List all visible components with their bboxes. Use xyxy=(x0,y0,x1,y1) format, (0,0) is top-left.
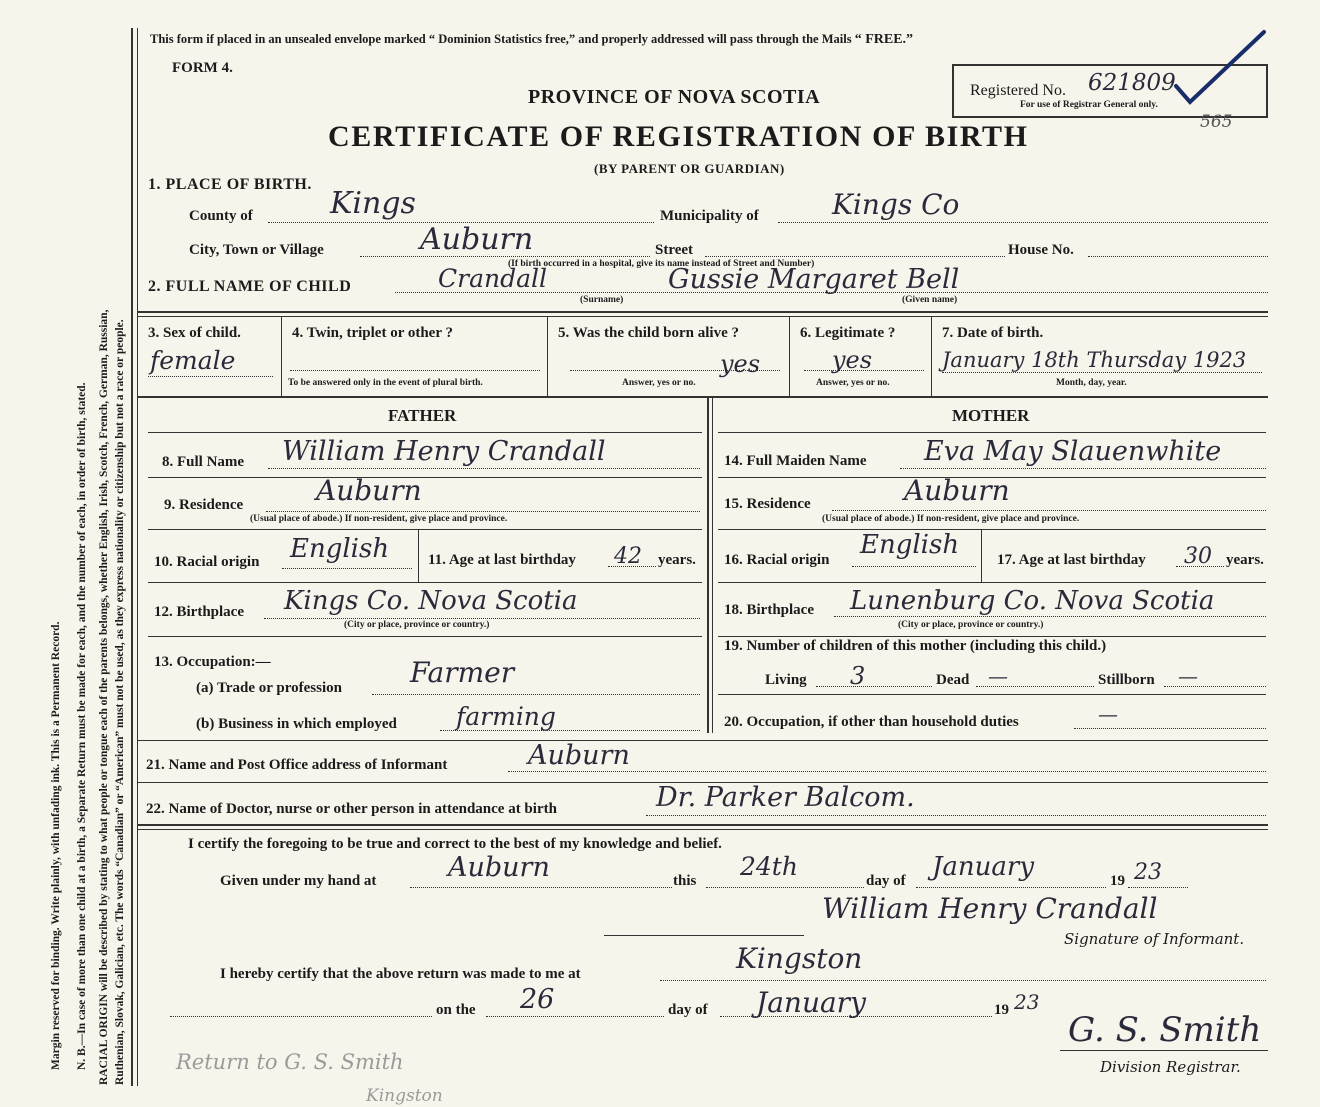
margin-note-1: Margin reserved for binding. Write plainly, with unfading ink. This is a Permanent Record. xyxy=(50,621,62,1070)
registrar-signature-rule xyxy=(1060,1050,1268,1051)
alive-label: 5. Was the child born alive ? xyxy=(558,325,739,341)
informant-label: 21. Name and Post Office address of Informant xyxy=(146,757,448,773)
registrar-place-line xyxy=(660,980,1266,981)
mother-birthplace-value: Lunenburg Co. Nova Scotia xyxy=(850,586,1215,616)
county-label: County of xyxy=(189,208,253,224)
section-rule-thin xyxy=(138,316,1268,317)
mother-residence-note: (Usual place of abode.) If non-resident, give place and province. xyxy=(822,514,1080,524)
margin-note-2: N. B.—In case of more than one child at a birth, a Separate Return must be made for each, and the number of each, in order of birth, stated. xyxy=(76,382,88,1070)
cell-divider xyxy=(281,316,282,396)
cell-divider xyxy=(981,529,982,582)
father-residence-line xyxy=(266,511,700,512)
registrar-statement: I hereby certify that the above return was made to me at xyxy=(220,966,581,982)
year-prefix: 19 xyxy=(1110,873,1125,889)
surname-caption: (Surname) xyxy=(580,295,624,305)
mother-birthplace-label: 18. Birthplace xyxy=(724,602,814,618)
mother-occupation-value: — xyxy=(1098,702,1118,726)
mother-occupation-line xyxy=(1074,728,1266,729)
mother-heading: MOTHER xyxy=(952,406,1030,425)
signature-rule xyxy=(604,935,804,936)
municipality-label: Municipality of xyxy=(660,208,759,224)
row-rule xyxy=(718,582,1266,583)
mother-racial-label: 16. Racial origin xyxy=(724,552,830,568)
given-place-line xyxy=(410,887,672,888)
street-label: Street xyxy=(655,242,694,258)
business-label: (b) Business in which employed xyxy=(196,716,397,732)
mother-residence-line xyxy=(832,510,1266,511)
father-racial-label: 10. Racial origin xyxy=(154,554,260,570)
mailing-notice: This form if placed in an unsealed envelope marked “ Dominion Statistics free,” and properly addressed will pass through the Mails “ FREE.” xyxy=(150,32,914,47)
children-count-label: 19. Number of children of this mother (including this child.) xyxy=(724,638,1107,654)
given-under-label: Given under my hand at xyxy=(220,873,377,889)
father-name-value: William Henry Crandall xyxy=(282,436,606,467)
mother-name-value: Eva May Slauenwhite xyxy=(924,436,1222,467)
row-rule xyxy=(718,432,1266,433)
form-number: FORM 4. xyxy=(172,60,233,76)
father-racial-value: English xyxy=(290,534,390,564)
day-of-label: day of xyxy=(866,873,906,889)
dob-label: 7. Date of birth. xyxy=(942,325,1044,341)
day-of-value: January xyxy=(932,852,1035,882)
mother-name-line xyxy=(900,468,1266,469)
registrar-use-note: For use of Registrar General only. xyxy=(1020,100,1158,110)
cell-divider xyxy=(418,529,419,582)
municipality-line xyxy=(778,222,1268,223)
father-racial-line xyxy=(282,568,412,569)
day-of-2-label: day of xyxy=(668,1002,708,1018)
certify-statement: I certify the foregoing to be true and correct to the best of my knowledge and belief. xyxy=(188,836,722,852)
on-the-value: 26 xyxy=(520,984,555,1015)
alive-note: Answer, yes or no. xyxy=(622,378,696,388)
sex-label: 3. Sex of child. xyxy=(148,325,241,341)
twin-label: 4. Twin, triplet or other ? xyxy=(292,325,453,341)
alive-value: yes xyxy=(720,350,761,378)
city-label: City, Town or Village xyxy=(189,242,324,258)
row-rule xyxy=(718,636,1266,637)
living-label: Living xyxy=(765,672,807,688)
mother-racial-line xyxy=(852,566,976,567)
father-birthplace-label: 12. Birthplace xyxy=(154,604,244,620)
mother-racial-value: English xyxy=(860,530,960,560)
father-name-line xyxy=(268,468,700,469)
column-divider-thin xyxy=(712,398,713,733)
father-age-value: 42 xyxy=(614,544,642,569)
dob-line xyxy=(942,372,1262,373)
certificate-title: CERTIFICATE OF REGISTRATION OF BIRTH xyxy=(328,120,1029,153)
twin-line xyxy=(290,370,540,371)
mother-residence-label: 15. Residence xyxy=(724,496,811,512)
row-rule xyxy=(148,477,702,478)
house-label: House No. xyxy=(1008,242,1074,258)
city-value: Auburn xyxy=(420,222,534,257)
section-rule xyxy=(138,824,1268,826)
section-rule xyxy=(138,396,1268,398)
father-heading: FATHER xyxy=(388,406,457,425)
margin-rule-inner xyxy=(137,28,138,1086)
row-rule xyxy=(718,529,1266,530)
hospital-note: (If birth occurred in a hospital, give its name instead of Street and Number) xyxy=(508,259,815,269)
stillborn-label: Stillborn xyxy=(1098,672,1155,688)
mother-age-unit: years. xyxy=(1226,552,1264,568)
section-rule-thin xyxy=(138,829,1268,830)
living-line xyxy=(816,686,932,687)
sex-line xyxy=(148,376,273,377)
place-of-birth-heading: 1. PLACE OF BIRTH. xyxy=(148,176,312,193)
year-value: 23 xyxy=(1134,860,1162,885)
section-rule xyxy=(138,311,1268,313)
legitimate-note: Answer, yes or no. xyxy=(816,378,890,388)
father-birthplace-note: (City or place, province or country.) xyxy=(344,620,490,630)
margin-note-4: Ruthenian, Slovak, Galician, etc. The words “Canadian” or “American” must not be used, as they express nationality or citizenship but not a race or people. xyxy=(114,319,126,1085)
doctor-line xyxy=(646,815,1266,816)
on-the-line xyxy=(486,1016,664,1017)
father-residence-label: 9. Residence xyxy=(164,497,244,513)
doctor-value: Dr. Parker Balcom. xyxy=(656,782,915,813)
row-rule xyxy=(718,694,1266,695)
mother-residence-value: Auburn xyxy=(904,474,1010,507)
cell-divider xyxy=(789,316,790,396)
father-occupation-label: 13. Occupation:— xyxy=(154,654,271,670)
pencil-return-note-2: Kingston xyxy=(366,1086,443,1106)
child-name-label: 2. FULL NAME OF CHILD xyxy=(148,278,352,295)
informant-line xyxy=(508,771,1266,772)
municipality-value: Kings Co xyxy=(832,188,960,221)
margin-note-3: RACIAL ORIGIN will be described by stating to what people or tongue each of the parents belongs, whether English, Irish, Scotch, French, German, Russian, xyxy=(98,309,110,1085)
twin-note: To be answered only in the event of plural birth. xyxy=(288,378,483,388)
sex-value: female xyxy=(150,346,236,375)
row-rule xyxy=(138,740,1268,741)
doctor-label: 22. Name of Doctor, nurse or other person in attendance at birth xyxy=(146,801,557,817)
dob-value: January 18th Thursday 1923 xyxy=(942,348,1247,372)
father-residence-note: (Usual place of abode.) If non-resident, give place and province. xyxy=(250,514,508,524)
cell-divider xyxy=(547,316,548,396)
registrar-signature: G. S. Smith xyxy=(1068,1010,1262,1050)
cell-divider xyxy=(931,316,932,396)
day-of-2-value: January xyxy=(756,986,866,1019)
mother-age-value: 30 xyxy=(1184,544,1212,569)
signature-caption: Signature of Informant. xyxy=(1064,930,1245,948)
living-value: 3 xyxy=(850,662,866,690)
certificate-subtitle: (BY PARENT OR GUARDIAN) xyxy=(594,161,785,176)
business-value: farming xyxy=(456,702,556,731)
mother-birthplace-note: (City or place, province or country.) xyxy=(898,620,1044,630)
stillborn-value: — xyxy=(1178,664,1198,688)
pencil-return-note: Return to G. S. Smith xyxy=(176,1050,404,1074)
father-birthplace-line xyxy=(264,618,700,619)
mother-name-label: 14. Full Maiden Name xyxy=(724,453,867,469)
corner-mark: 565 xyxy=(1200,112,1233,132)
child-surname: Crandall xyxy=(438,264,547,293)
margin-rule xyxy=(131,28,133,1086)
check-mark-icon xyxy=(1170,28,1270,108)
registrar-place-value: Kingston xyxy=(736,942,863,975)
father-age-unit: years. xyxy=(658,552,696,568)
trade-value: Farmer xyxy=(410,656,515,689)
informant-value: Auburn xyxy=(528,740,630,771)
province-heading: PROVINCE OF NOVA SCOTIA xyxy=(528,86,821,108)
father-birthplace-value: Kings Co. Nova Scotia xyxy=(284,586,578,616)
dead-value: — xyxy=(988,664,1008,688)
house-line xyxy=(1088,256,1268,257)
row-rule xyxy=(148,636,702,637)
mother-occupation-label: 20. Occupation, if other than household duties xyxy=(724,714,1019,730)
trade-line xyxy=(372,694,700,695)
row-rule xyxy=(148,582,702,583)
given-name-caption: (Given name) xyxy=(902,295,958,305)
father-name-label: 8. Full Name xyxy=(162,454,245,470)
given-place-value: Auburn xyxy=(448,852,550,883)
row-rule xyxy=(148,432,702,433)
father-age-label: 11. Age at last birthday xyxy=(428,552,576,568)
county-value: Kings xyxy=(330,186,416,221)
row-rule xyxy=(148,529,702,530)
legitimate-value: yes xyxy=(832,346,873,374)
dob-note: Month, day, year. xyxy=(1056,378,1127,388)
dead-label: Dead xyxy=(936,672,970,688)
year2-prefix: 19 xyxy=(994,1002,1009,1018)
day-of-line xyxy=(916,887,1106,888)
legitimate-label: 6. Legitimate ? xyxy=(800,325,896,341)
this-label: this xyxy=(673,873,697,889)
father-residence-value: Auburn xyxy=(316,474,422,507)
street-line xyxy=(705,256,1005,257)
registrar-caption: Division Registrar. xyxy=(1100,1058,1241,1076)
year2-value: 23 xyxy=(1014,990,1040,1014)
mother-age-label: 17. Age at last birthday xyxy=(997,552,1146,568)
this-line xyxy=(706,887,864,888)
on-the-label: on the xyxy=(436,1002,476,1018)
registered-number: 621809 xyxy=(1088,70,1176,96)
mother-birthplace-line xyxy=(834,616,1266,617)
registered-label: Registered No. xyxy=(970,82,1066,99)
trade-label: (a) Trade or profession xyxy=(196,680,342,696)
on-the-lead-line xyxy=(170,1016,432,1017)
child-given-name: Gussie Margaret Bell xyxy=(668,264,960,295)
this-value: 24th xyxy=(740,852,798,881)
informant-signature: William Henry Crandall xyxy=(822,892,1158,925)
year-line xyxy=(1128,887,1188,888)
column-divider xyxy=(707,398,709,733)
